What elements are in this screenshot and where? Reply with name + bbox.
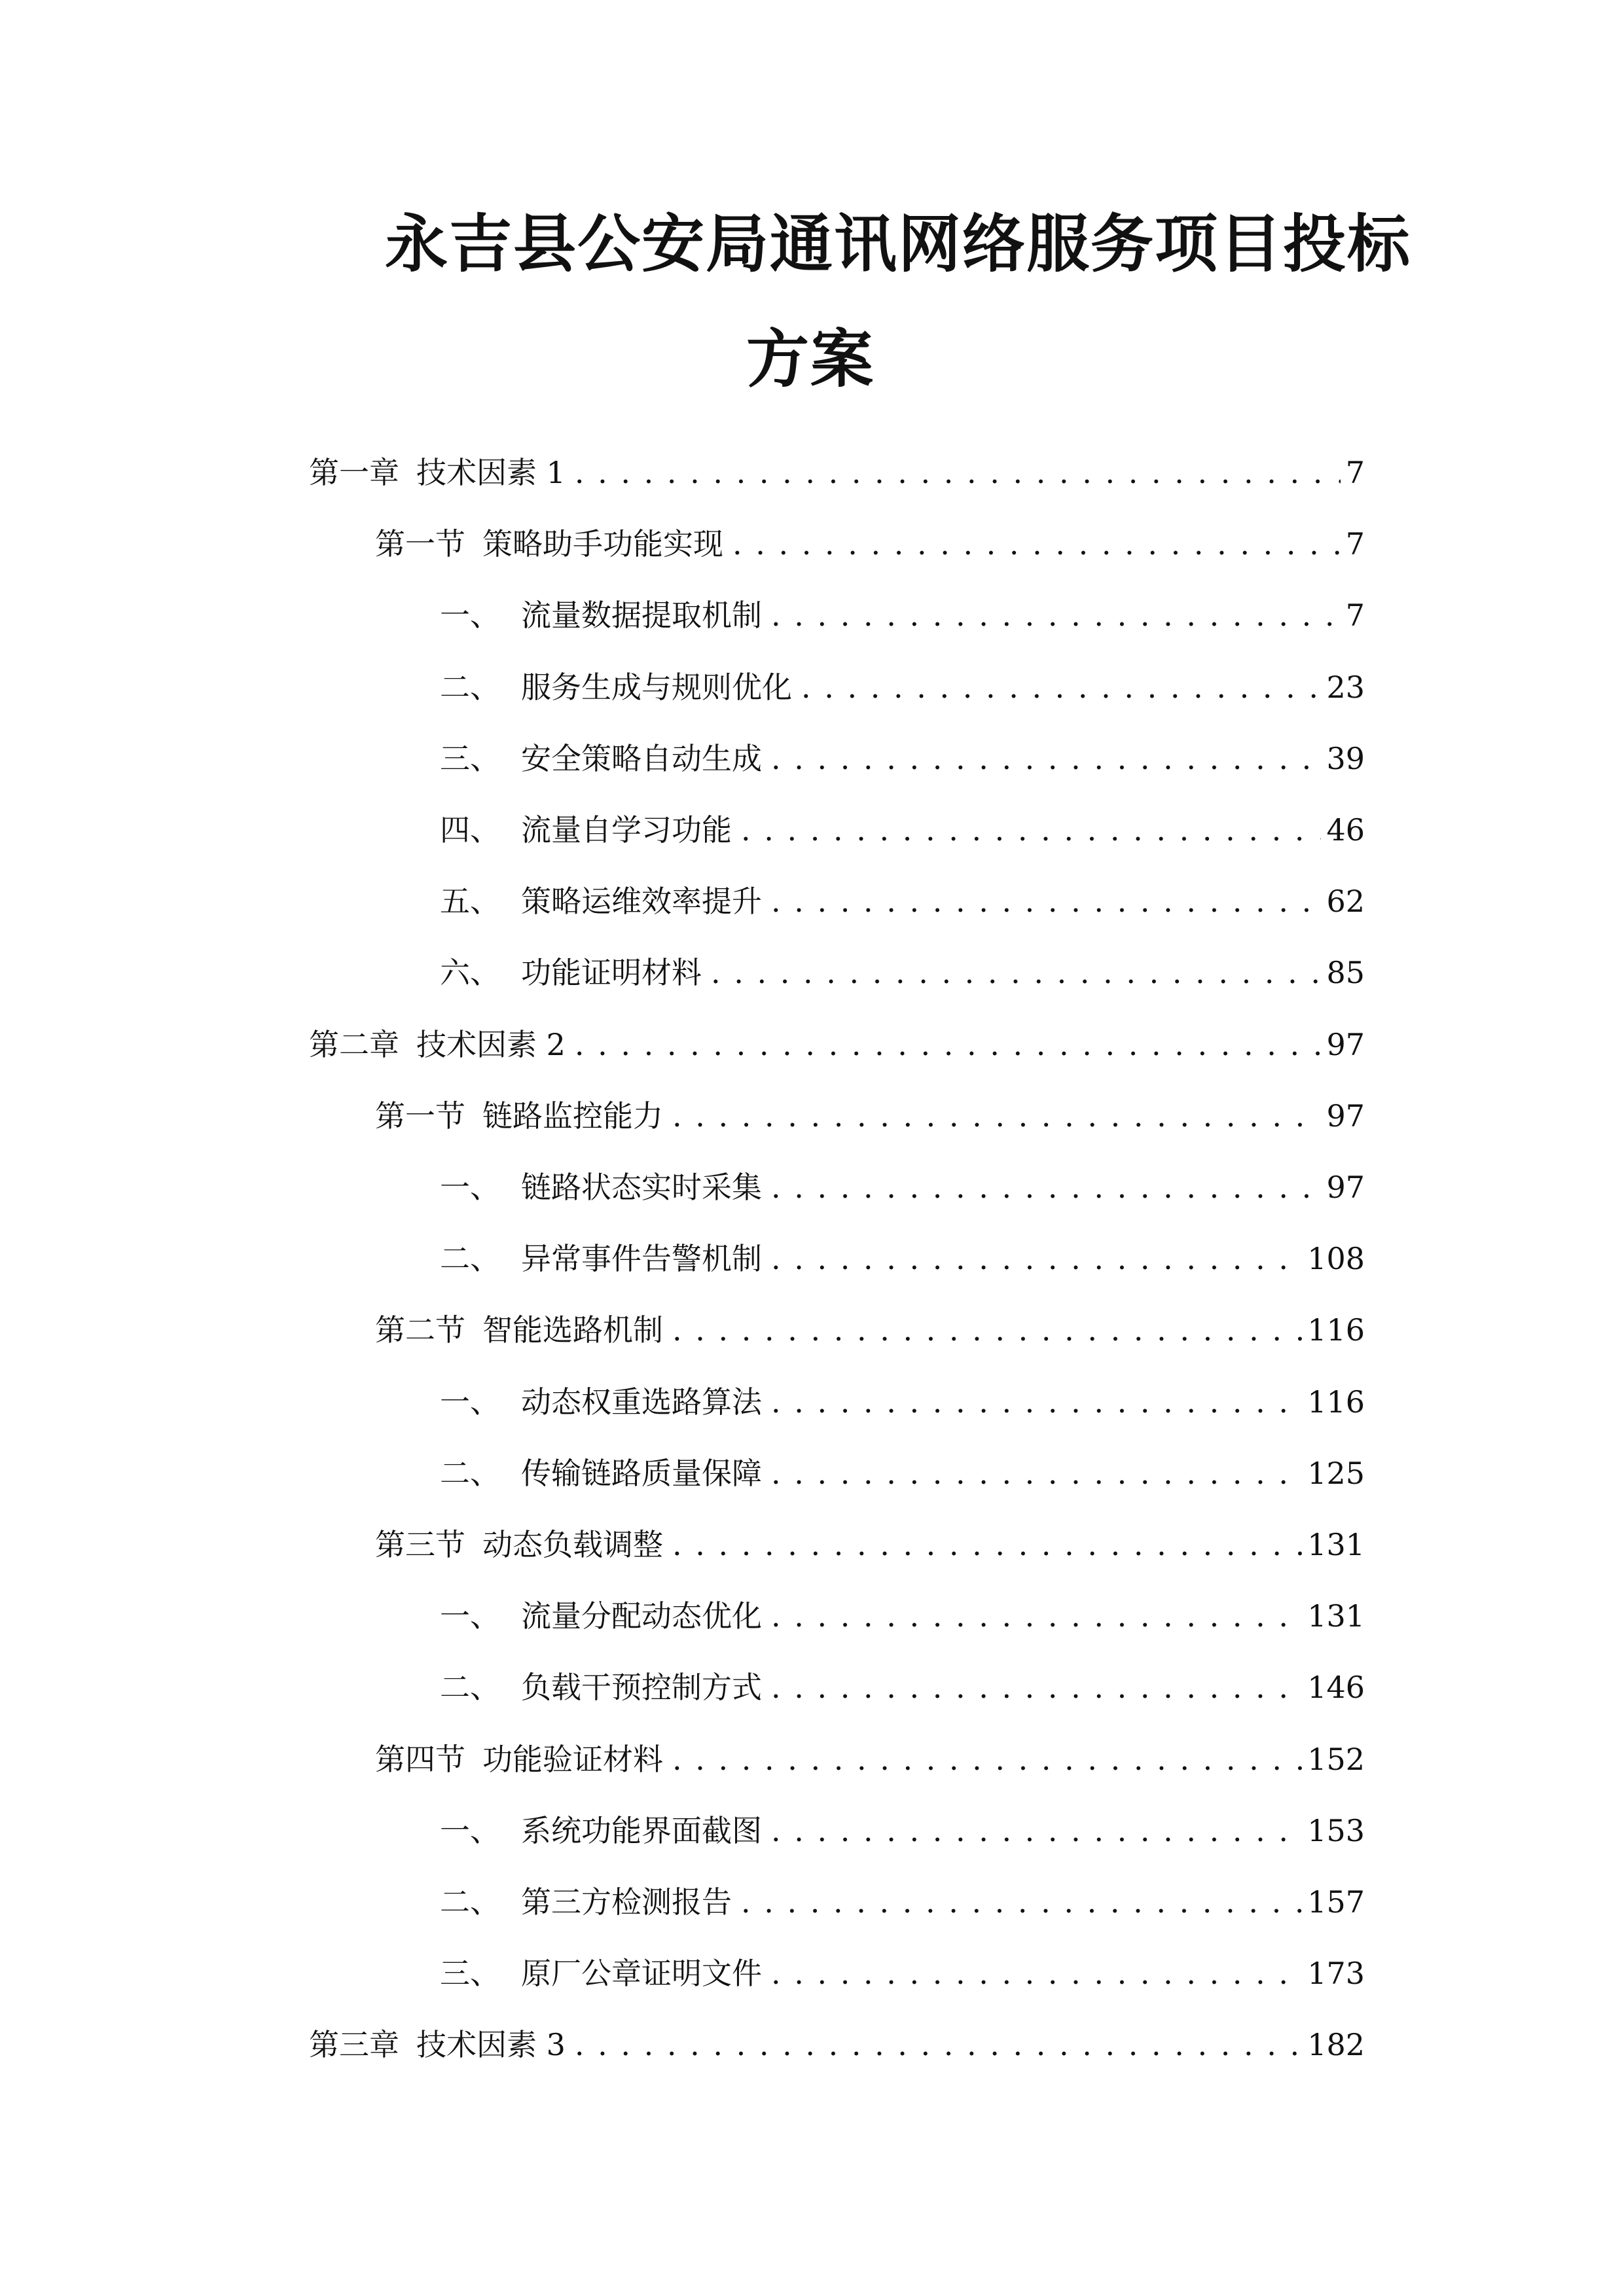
toc-entry-title: [440, 596, 762, 635]
toc-entry-label: 原厂公章证明文件: [521, 1956, 762, 1991]
toc-entry-title: [440, 1954, 762, 1993]
toc-page-number: 116: [1307, 1312, 1365, 1348]
toc-page-number: 46: [1326, 812, 1365, 848]
toc-page-number: 157: [1307, 1884, 1365, 1920]
toc-entry-number: 一、: [440, 1170, 500, 1205]
toc-page-number: 125: [1307, 1456, 1365, 1491]
toc-entry-label: 流量分配动态优化: [521, 1598, 762, 1634]
toc-entry-label: 智能选路机制: [482, 1312, 663, 1348]
toc-leader-dots: [771, 596, 1341, 635]
toc-entry-title: [440, 1382, 762, 1422]
toc-leader-dots: [771, 1954, 1302, 1993]
toc-entry-label: 技术因素 3: [416, 2027, 566, 2062]
toc-entry[interactable]: [440, 1168, 1365, 1207]
toc-entry[interactable]: [375, 1525, 1365, 1564]
toc-entry[interactable]: [440, 739, 1365, 778]
toc-entry-label: 功能验证材料: [482, 1742, 663, 1777]
toc-entry-number: 第四节: [375, 1742, 465, 1777]
toc-entry-number: 第一节: [375, 1098, 465, 1134]
toc-leader-dots: [771, 1596, 1302, 1636]
toc-entry[interactable]: [375, 1310, 1365, 1350]
toc-entry-title: [309, 2025, 566, 2064]
toc-entry-number: 二、: [440, 1241, 500, 1276]
toc-entry-title: [309, 453, 566, 492]
document-title-line-1: 永吉县公安局通讯网络服务项目投标: [385, 207, 1411, 281]
toc-leader-dots: [771, 882, 1321, 921]
toc-entry-number: 三、: [440, 741, 500, 776]
toc-page-number: 97: [1326, 1027, 1365, 1062]
toc-entry-title: [375, 1525, 663, 1564]
toc-entry-title: [440, 1596, 762, 1636]
toc-entry[interactable]: [375, 1740, 1365, 1779]
toc-page-number: 173: [1307, 1956, 1365, 1991]
toc-entry-number: 一、: [440, 1384, 500, 1420]
toc-entry-label: 流量数据提取机制: [521, 598, 762, 633]
toc-entry-number: 一、: [440, 598, 500, 633]
toc-entry-label: 系统功能界面截图: [521, 1813, 762, 1848]
toc-entry[interactable]: [440, 1882, 1365, 1922]
toc-leader-dots: [711, 953, 1321, 992]
toc-leader-dots: [575, 2025, 1302, 2064]
toc-entry[interactable]: [440, 1382, 1365, 1422]
toc-entry[interactable]: [440, 1596, 1365, 1636]
toc-entry-title: [440, 668, 792, 707]
toc-page-number: 39: [1326, 741, 1365, 776]
toc-page-number: 62: [1326, 884, 1365, 919]
toc-leader-dots: [741, 810, 1321, 850]
toc-entry[interactable]: [375, 1096, 1365, 1136]
toc-page-number: 85: [1326, 955, 1365, 990]
toc-entry-number: 第一章: [309, 455, 399, 490]
toc-entry-number: 三、: [440, 1956, 500, 1991]
toc-entry-number: 第二章: [309, 1027, 399, 1062]
toc-entry-label: 策略运维效率提升: [521, 884, 762, 919]
toc-entry-label: 负载干预控制方式: [521, 1670, 762, 1705]
toc-page-number: 116: [1307, 1384, 1365, 1420]
toc-entry-label: 功能证明材料: [521, 955, 702, 990]
toc-entry[interactable]: [440, 810, 1365, 850]
toc-entry-number: 五、: [440, 884, 500, 919]
toc-entry[interactable]: [309, 2025, 1365, 2064]
toc-entry-label: 链路状态实时采集: [521, 1170, 762, 1205]
toc-entry-label: 动态负载调整: [482, 1527, 663, 1562]
toc-entry-title: [440, 1811, 762, 1850]
toc-entry-title: [309, 1025, 566, 1064]
toc-entry-title: [375, 524, 723, 564]
toc-entry-title: [440, 953, 702, 992]
toc-leader-dots: [771, 1454, 1302, 1493]
toc-entry-title: [440, 1882, 732, 1922]
toc-entry-label: 链路监控能力: [482, 1098, 663, 1134]
toc-entry[interactable]: [375, 524, 1365, 564]
toc-entry-label: 服务生成与规则优化: [521, 670, 792, 705]
toc-leader-dots: [672, 1740, 1302, 1779]
toc-leader-dots: [801, 668, 1321, 707]
toc-leader-dots: [771, 1382, 1302, 1422]
toc-entry-number: 六、: [440, 955, 500, 990]
toc-entry-number: 二、: [440, 1670, 500, 1705]
toc-entry-label: 安全策略自动生成: [521, 741, 762, 776]
toc-entry-label: 动态权重选路算法: [521, 1384, 762, 1420]
toc-page-number: 7: [1345, 526, 1365, 562]
toc-page-number: 7: [1345, 455, 1365, 490]
toc-entry-number: 二、: [440, 1456, 500, 1491]
toc-leader-dots: [672, 1310, 1302, 1350]
toc-page-number: 146: [1307, 1670, 1365, 1705]
toc-entry-number: 四、: [440, 812, 500, 848]
toc-leader-dots: [771, 1668, 1302, 1707]
toc-entry-title: [440, 1168, 762, 1207]
toc-entry-label: 技术因素 2: [416, 1027, 566, 1062]
toc-entry[interactable]: [440, 1454, 1365, 1493]
toc-entry-number: 一、: [440, 1598, 500, 1634]
toc-entry-title: [375, 1310, 663, 1350]
toc-page-number: 152: [1307, 1742, 1365, 1777]
toc-entry-number: 第二节: [375, 1312, 465, 1348]
toc-entry-number: 第三节: [375, 1527, 465, 1562]
toc-entry-label: 异常事件告警机制: [521, 1241, 762, 1276]
toc-leader-dots: [672, 1096, 1321, 1136]
toc-entry-title: [440, 1239, 762, 1278]
toc-entry-title: [375, 1096, 663, 1136]
toc-entry-title: [440, 1454, 762, 1493]
toc-entry-number: 第一节: [375, 526, 465, 562]
toc-entry[interactable]: [309, 1025, 1365, 1064]
toc-entry-number: 二、: [440, 1884, 500, 1920]
toc-entry-title: [440, 1668, 762, 1707]
toc-entry-label: 策略助手功能实现: [482, 526, 723, 562]
toc-entry[interactable]: [309, 453, 1365, 492]
toc-entry[interactable]: [440, 1239, 1365, 1278]
toc-page-number: 97: [1326, 1170, 1365, 1205]
toc-leader-dots: [771, 739, 1321, 778]
toc-entry-label: 传输链路质量保障: [521, 1456, 762, 1491]
toc-entry[interactable]: [440, 1811, 1365, 1850]
toc-page-number: 97: [1326, 1098, 1365, 1134]
toc-page-number: 131: [1307, 1598, 1365, 1634]
toc-page-number: 7: [1345, 598, 1365, 633]
toc-entry[interactable]: [440, 882, 1365, 921]
toc-entry-number: 第三章: [309, 2027, 399, 2062]
toc-leader-dots: [732, 524, 1341, 564]
toc-page-number: 23: [1326, 670, 1365, 705]
toc-leader-dots: [575, 1025, 1322, 1064]
toc-entry-number: 二、: [440, 670, 500, 705]
toc-entry[interactable]: [440, 1668, 1365, 1707]
toc-page-number: 182: [1307, 2027, 1365, 2062]
toc-entry-title: [375, 1740, 663, 1779]
document-title-line-2: 方案: [746, 323, 875, 396]
toc-entry-label: 流量自学习功能: [521, 812, 732, 848]
toc-leader-dots: [672, 1525, 1302, 1564]
toc-entry[interactable]: [440, 953, 1365, 992]
toc-page-number: 153: [1307, 1813, 1365, 1848]
toc-entry-title: [440, 739, 762, 778]
toc-leader-dots: [741, 1882, 1302, 1922]
toc-entry[interactable]: [440, 1954, 1365, 1993]
toc-entry-title: [440, 810, 732, 850]
toc-leader-dots: [771, 1168, 1321, 1207]
toc-entry[interactable]: [440, 668, 1365, 707]
toc-entry[interactable]: [440, 596, 1365, 635]
toc-leader-dots: [771, 1239, 1302, 1278]
toc-leader-dots: [771, 1811, 1302, 1850]
toc-page-number: 108: [1307, 1241, 1365, 1276]
toc-entry-title: [440, 882, 762, 921]
toc-leader-dots: [575, 453, 1341, 492]
toc-entry-label: 第三方检测报告: [521, 1884, 732, 1920]
toc-page-number: 131: [1307, 1527, 1365, 1562]
toc-entry-label: 技术因素 1: [416, 455, 566, 490]
toc-entry-number: 一、: [440, 1813, 500, 1848]
